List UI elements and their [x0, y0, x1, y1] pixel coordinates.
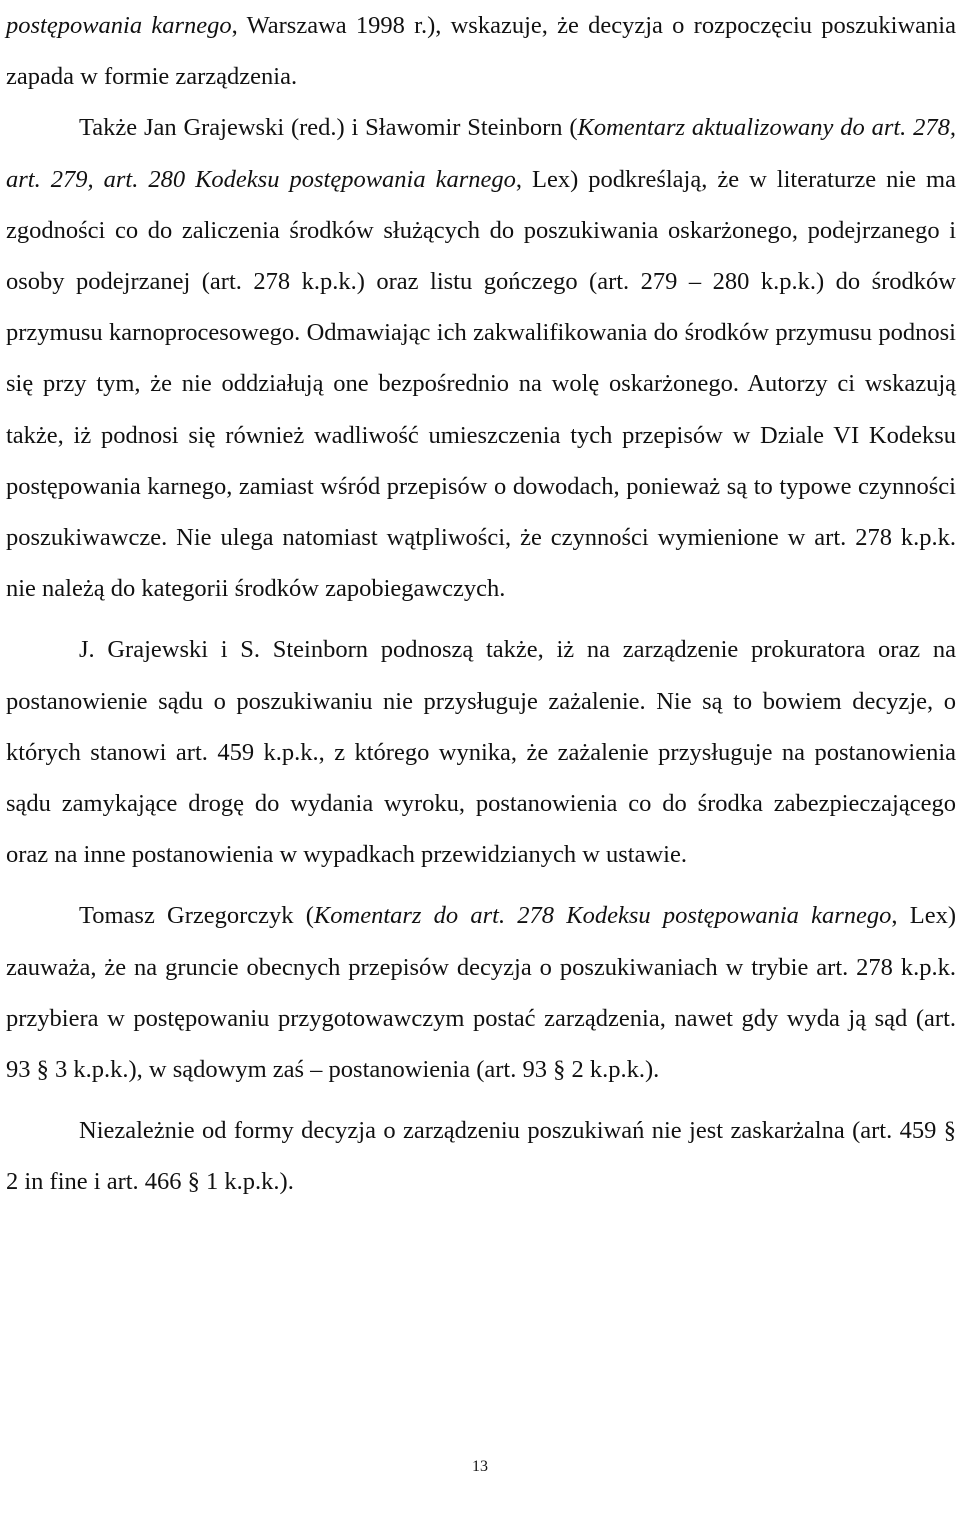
paragraph-grzegorczyk — [6, 890, 956, 1095]
italic-text: postępowania karnego — [6, 12, 232, 39]
paragraph-zazalenie — [6, 624, 956, 880]
paragraph-grajewski-steinborn — [6, 102, 956, 614]
text-run: J. Grajewski i S. Steinborn podnoszą także, iż na zarządzenie prokuratora oraz na postanowienie sądu o poszukiwaniu nie przysługuje zażalenie. Nie są to bowiem decyzje, o których stanowi art. 459 k.p.k., z którego wynika, że zażalenie przysługuje na postanowienia sądu zamykające drogę do wydania wyroku, postanowienia co do środka zabezpieczającego oraz na inne postanowienia w wypadkach przewidzianych w ustawie. — [6, 636, 956, 869]
paragraph-continuation — [6, 0, 956, 102]
text-run: , Warszawa 1998 r.), wskazuje, że decyzja o rozpoczęciu poszukiwania zapada w formie zarządzenia. — [6, 12, 956, 91]
text-run: Także Jan Grajewski (red.) i Sławomir Steinborn ( — [79, 114, 578, 142]
italic-text: Komentarz do art. 278 Kodeksu postępowania karnego — [313, 902, 892, 930]
text-run: Tomasz Grzegorczyk ( — [79, 902, 314, 930]
page-number: 13 — [472, 1458, 488, 1475]
text-run: Niezależnie od formy decyzja o zarządzeniu poszukiwań nie jest zaskarżalna (art. 459 § 2 in fine i art. 466 § 1 k.p.k.). — [6, 1117, 956, 1196]
paragraph-niezaleznie — [6, 1105, 956, 1207]
text-run: , Lex) zauważa, że na gruncie obecnych przepisów decyzja o poszukiwaniach w trybie art. 278 k.p.k. przybiera w postępowaniu przygotowawczym postać zarządzenia, nawet gdy wyda ją sąd (art. 93 § 3 k.p.k.), w sądowym zaś – postanowienia (art. 93 § 2 k.p.k.). — [6, 902, 956, 1084]
text-run: , Lex) podkreślają, że w literaturze nie ma zgodności co do zaliczenia środków służących do poszukiwania oskarżonego, podejrzanego i osoby podejrzanej (art. 278 k.p.k.) oraz listu gończego (art. 279 – 280 k.p.k.) do środków przymusu karnoprocesowego. Odmawiając ich zakwalifikowania do środków przymusu podnosi się przy tym, że nie oddziałują one bezpośrednio na wolę oskarżonego. Autorzy ci wskazują także, iż podnosi się również wadliwość umieszczenia tych przepisów w Dziale VI Kodeksu postępowania karnego, zamiast wśród przepisów o dowodach, ponieważ są to typowe czynności poszukiwawcze. Nie ulega natomiast wątpliwości, że czynności wymienione w art. 278 k.p.k. nie należą do kategorii środków zapobiegawczych. — [6, 165, 956, 603]
italic-text: Komentarz aktualizowany do art. 278, art. 279, art. 280 Kodeksu postępowania karnego — [6, 114, 956, 193]
body-text — [6, 0, 956, 1208]
